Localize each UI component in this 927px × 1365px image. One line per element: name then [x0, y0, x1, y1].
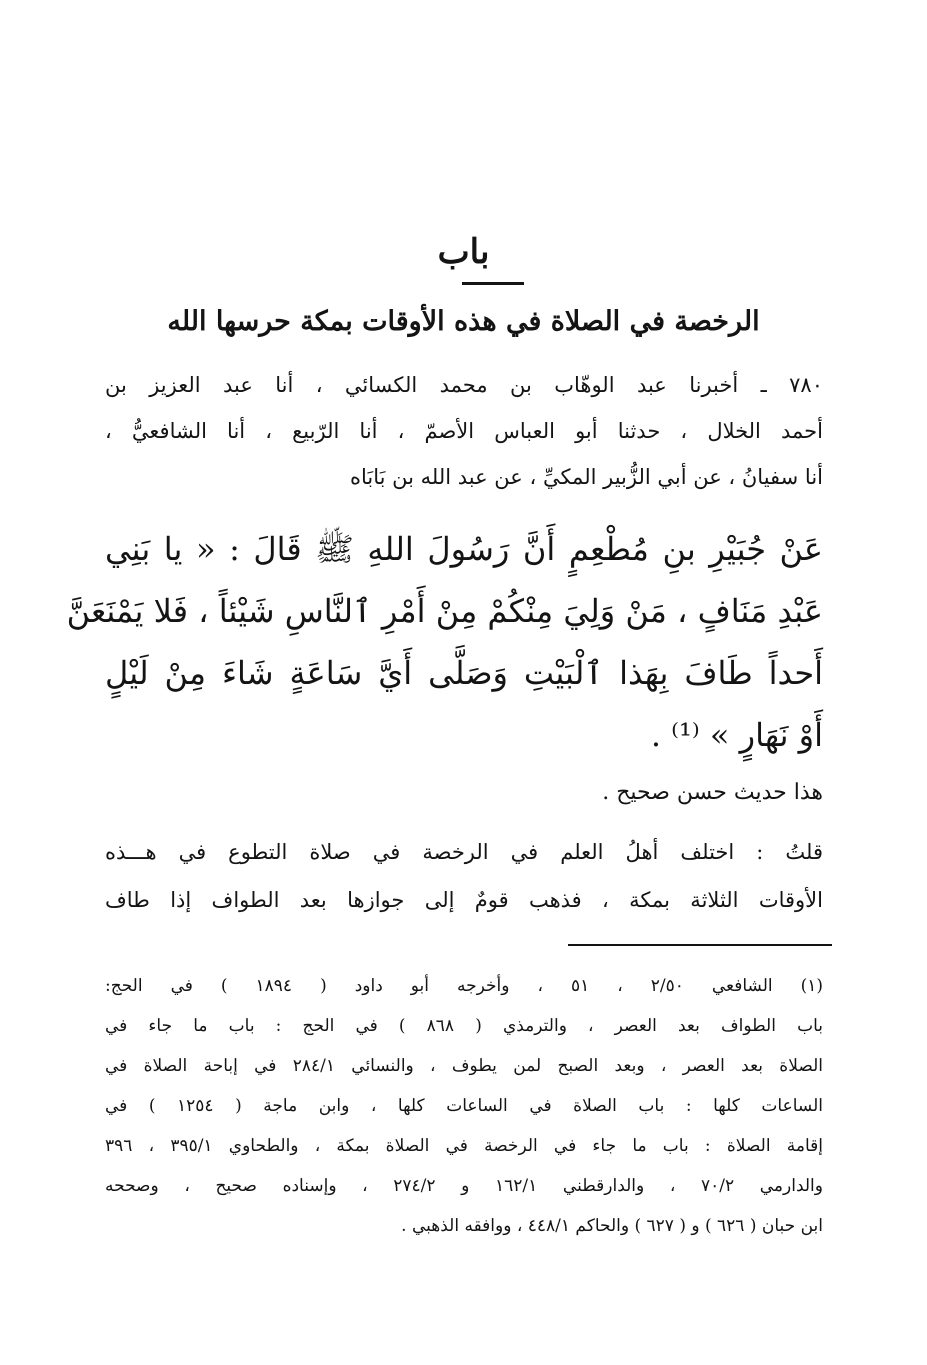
footnote-line: والدارمي ٧٠/٢ ، والدارقطني ١٦٢/١ و ٢٧٤/٢ ، وإسناده صحيح ، وصححه [105, 1176, 823, 1196]
hadith-grade [105, 770, 823, 816]
footnote-separator [568, 944, 832, 946]
hadith-line: عَنْ جُبَيْرِ بنِ مُطْعِمٍ أَنَّ رَسُولَ اللهِ ﷺ قَالَ : « يا بَنِي [105, 530, 823, 568]
isnad-line: ٧٨٠ ـ أخبرنا عبد الوهّاب بن محمد الكسائي ، أنا عبد العزيز بن [105, 373, 823, 397]
footnote-line: إقامة الصلاة : باب ما جاء في الرخصة في الصلاة بمكة ، والطحاوي ٣٩٥/١ ، ٣٩٦ [105, 1136, 824, 1156]
isnad-line: أنا سفيانُ ، عن أبي الزُّبير المكيِّ ، عن عبد الله بن بَابَاه [349, 465, 823, 489]
hadith-line: أَحداً طَافَ بِهَذا ٱلْبَيْتِ وَصَلَّى أَيَّ سَاعَةٍ شَاءَ مِنْ لَيْلٍ [105, 654, 823, 692]
footnote-line: باب الطواف بعد العصر ، والترمذي ( ٨٦٨ ) في الحج : باب ما جاء في [105, 1016, 823, 1036]
hadith-text [66, 518, 823, 766]
footnote-line: الصلاة بعد العصر ، وبعد الصبح لمن يطوف ، والنسائي ٢٨٤/١ في إباحة الصلاة في [105, 1056, 823, 1076]
hadith-line: أَوْ نَهَارٍ » ⁽¹⁾ . [650, 716, 823, 754]
section-heading: باب [437, 232, 490, 272]
grade-line: هذا حديث حسن صحيح . [602, 780, 823, 805]
commentary-line: قلتُ : اختلف أهلُ العلم في الرخصة في صلاة التطوع في هـــذه [105, 840, 823, 864]
hadith-line: عَبْدِ مَنَافٍ ، مَنْ وَلِيَ مِنْكُمْ مِنْ أَمْرِ ٱلنَّاسِ شَيْئاً ، فَلا يَمْنَعَنَّ [66, 592, 823, 630]
footnote-line: الساعات كلها : باب الصلاة في الساعات كلها ، وابن ماجة ( ١٢٥٤ ) في [105, 1096, 823, 1116]
footnote-line: ابن حبان ( ٦٢٦ ) و ( ٦٢٧ ) والحاكم ٤٤٨/١ ، ووافقه الذهبي . [401, 1216, 823, 1236]
isnad-line: أحمد الخلال ، حدثنا أبو العباس الأصمّ ، أنا الرّبيع ، أنا الشافعيُّ ، [105, 419, 823, 443]
commentary-line: الأوقات الثلاثة بمكة ، فذهب قومٌ إلى جوازها بعد الطواف إذا طاف [105, 888, 823, 912]
footnote-line: (١) الشافعي ٢/٥٠ ، ٥١ ، وأخرجه أبو داود ( ١٨٩٤ ) في الحج: [105, 976, 824, 996]
footnotes [105, 966, 823, 1246]
chapter-title: الرخصة في الصلاة في هذه الأوقات بمكة حرسها الله [167, 306, 760, 337]
isnad-paragraph [105, 362, 823, 500]
heading-underline [462, 282, 524, 285]
commentary-paragraph [105, 828, 823, 924]
